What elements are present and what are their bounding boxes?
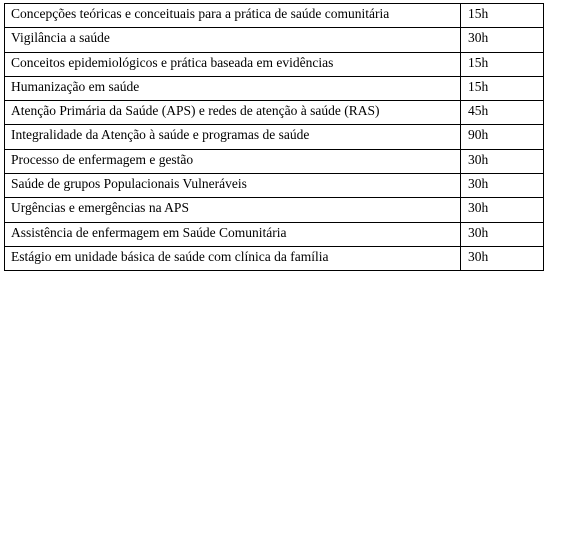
hours-cell: 30h	[461, 28, 544, 52]
hours-cell: 30h	[461, 149, 544, 173]
table-row	[5, 174, 544, 198]
hours-cell: 15h	[461, 4, 544, 28]
table-row	[5, 52, 544, 76]
subject-cell: Conceitos epidemiológicos e prática baseada em evidências	[5, 52, 461, 76]
subject-cell: Processo de enfermagem e gestão	[5, 149, 461, 173]
hours-cell: 15h	[461, 76, 544, 100]
table-row	[5, 125, 544, 149]
subject-cell: Humanização em saúde	[5, 76, 461, 100]
subject-cell: Assistência de enfermagem em Saúde Comunitária	[5, 222, 461, 246]
table-row	[5, 246, 544, 270]
hours-cell: 30h	[461, 198, 544, 222]
hours-cell: 30h	[461, 246, 544, 270]
subject-cell: Estágio em unidade básica de saúde com clínica da família	[5, 246, 461, 270]
table-row	[5, 198, 544, 222]
table-row	[5, 101, 544, 125]
hours-cell: 15h	[461, 52, 544, 76]
subject-cell: Concepções teóricas e conceituais para a prática de saúde comunitária	[5, 4, 461, 28]
table-row	[5, 222, 544, 246]
hours-cell: 30h	[461, 174, 544, 198]
subject-cell: Atenção Primária da Saúde (APS) e redes de atenção à saúde (RAS)	[5, 101, 461, 125]
table-row	[5, 76, 544, 100]
table-row	[5, 149, 544, 173]
subject-cell: Urgências e emergências na APS	[5, 198, 461, 222]
hours-cell: 45h	[461, 101, 544, 125]
table-row	[5, 4, 544, 28]
hours-cell: 30h	[461, 222, 544, 246]
subject-cell: Saúde de grupos Populacionais Vulneráveis	[5, 174, 461, 198]
subject-cell: Vigilância a saúde	[5, 28, 461, 52]
subject-cell: Integralidade da Atenção à saúde e programas de saúde	[5, 125, 461, 149]
hours-cell: 90h	[461, 125, 544, 149]
course-table	[4, 3, 544, 271]
table-row	[5, 28, 544, 52]
